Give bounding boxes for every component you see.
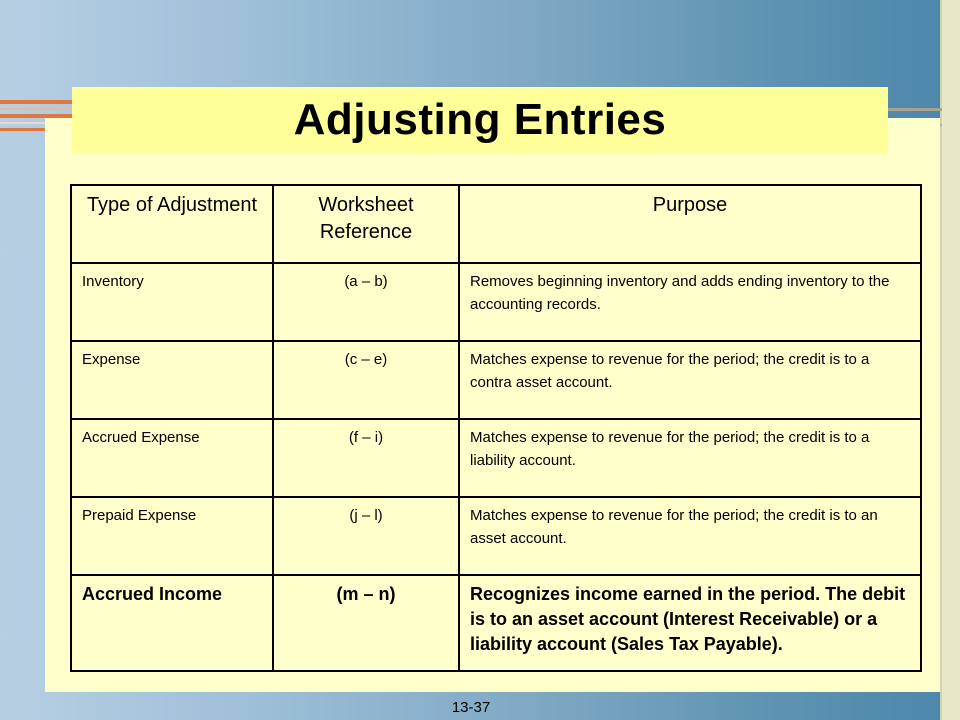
table-row <box>71 497 921 575</box>
slide-title: Adjusting Entries <box>293 95 667 144</box>
adjustments-table <box>70 184 922 672</box>
cell-reference: (m – n) <box>273 575 459 671</box>
cell-type: Accrued Income <box>71 575 273 671</box>
page-number: 13-37 <box>451 698 491 716</box>
title-banner <box>72 87 888 153</box>
cell-type: Prepaid Expense <box>71 497 273 575</box>
right-border-strip <box>942 0 960 720</box>
cell-reference: (c – e) <box>273 341 459 419</box>
cell-reference: (f – i) <box>273 419 459 497</box>
cell-purpose: Matches expense to revenue for the period; the credit is to a contra asset account. <box>459 341 921 419</box>
table-row <box>71 575 921 671</box>
cell-type: Expense <box>71 341 273 419</box>
table-row <box>71 263 921 341</box>
cell-type: Accrued Expense <box>71 419 273 497</box>
cell-type: Inventory <box>71 263 273 341</box>
table-header-row <box>71 185 921 263</box>
header-worksheet-reference: Worksheet Reference <box>273 185 459 263</box>
cell-purpose: Removes beginning inventory and adds ending inventory to the accounting records. <box>459 263 921 341</box>
cell-reference: (a – b) <box>273 263 459 341</box>
cell-reference: (j – l) <box>273 497 459 575</box>
decorative-line <box>888 108 942 111</box>
header-purpose: Purpose <box>459 185 921 263</box>
table-row <box>71 341 921 419</box>
cell-purpose: Matches expense to revenue for the period; the credit is to an asset account. <box>459 497 921 575</box>
cell-purpose: Recognizes income earned in the period. The debit is to an asset account (Interest Receivable) or a liability account (Sales Tax Payable). <box>459 575 921 671</box>
header-type-of-adjustment: Type of Adjustment <box>71 185 273 263</box>
table-row <box>71 419 921 497</box>
slide-footer <box>0 694 942 720</box>
cell-purpose: Matches expense to revenue for the period; the credit is to a liability account. <box>459 419 921 497</box>
